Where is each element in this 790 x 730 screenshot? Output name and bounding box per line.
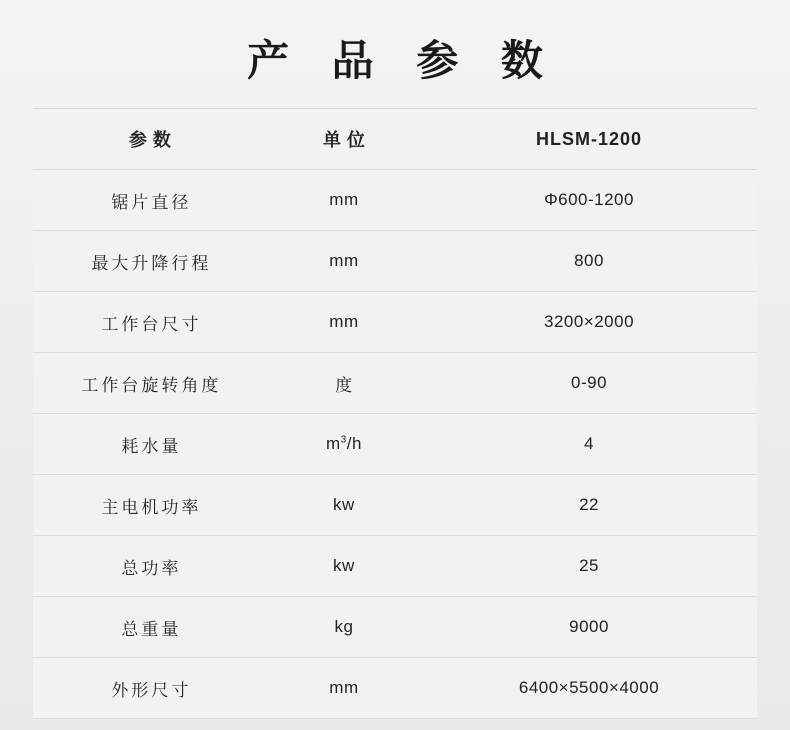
- cell-value: 0-90: [421, 353, 757, 414]
- column-header-unit: 单位: [267, 109, 421, 170]
- cell-parameter: 总重量: [33, 597, 267, 658]
- specifications-table: [33, 108, 757, 719]
- table-header-row: [33, 109, 757, 170]
- table-row: [33, 414, 757, 475]
- table-row: [33, 170, 757, 231]
- table-row: [33, 658, 757, 719]
- cell-parameter: 外形尺寸: [33, 658, 267, 719]
- unit-tail: /h: [346, 434, 362, 453]
- table-row: [33, 475, 757, 536]
- cell-value: 800: [421, 231, 757, 292]
- cell-parameter: 最大升降行程: [33, 231, 267, 292]
- cell-parameter: 工作台尺寸: [33, 292, 267, 353]
- cell-unit: kw: [267, 536, 421, 597]
- table-row: [33, 536, 757, 597]
- cell-unit: 度: [267, 353, 421, 414]
- cell-value: 9000: [421, 597, 757, 658]
- cell-unit: [267, 414, 421, 475]
- cell-value: Φ600-1200: [421, 170, 757, 231]
- cell-value: 4: [421, 414, 757, 475]
- cell-unit: mm: [267, 658, 421, 719]
- cell-parameter: 耗水量: [33, 414, 267, 475]
- table-row: [33, 231, 757, 292]
- unit-exponent: 3: [340, 434, 347, 446]
- cell-value: 3200×2000: [421, 292, 757, 353]
- cell-parameter: 锯片直径: [33, 170, 267, 231]
- column-header-model: HLSM-1200: [421, 109, 757, 170]
- cell-parameter: 主电机功率: [33, 475, 267, 536]
- column-header-parameter: 参数: [33, 109, 267, 170]
- cell-unit: mm: [267, 170, 421, 231]
- cell-unit: mm: [267, 231, 421, 292]
- table-body: [33, 170, 757, 719]
- cell-value: 22: [421, 475, 757, 536]
- unit-base: m: [325, 434, 341, 453]
- table-header: [33, 109, 757, 170]
- cell-parameter: 总功率: [33, 536, 267, 597]
- table-row: [33, 292, 757, 353]
- cell-parameter: 工作台旋转角度: [33, 353, 267, 414]
- cell-unit: kg: [267, 597, 421, 658]
- page-title: 产 品 参 数: [247, 36, 557, 85]
- cell-value: 25: [421, 536, 757, 597]
- table-row: [33, 353, 757, 414]
- cell-unit: mm: [267, 292, 421, 353]
- cell-unit: kw: [267, 475, 421, 536]
- table-row: [33, 597, 757, 658]
- cell-value: 6400×5500×4000: [421, 658, 757, 719]
